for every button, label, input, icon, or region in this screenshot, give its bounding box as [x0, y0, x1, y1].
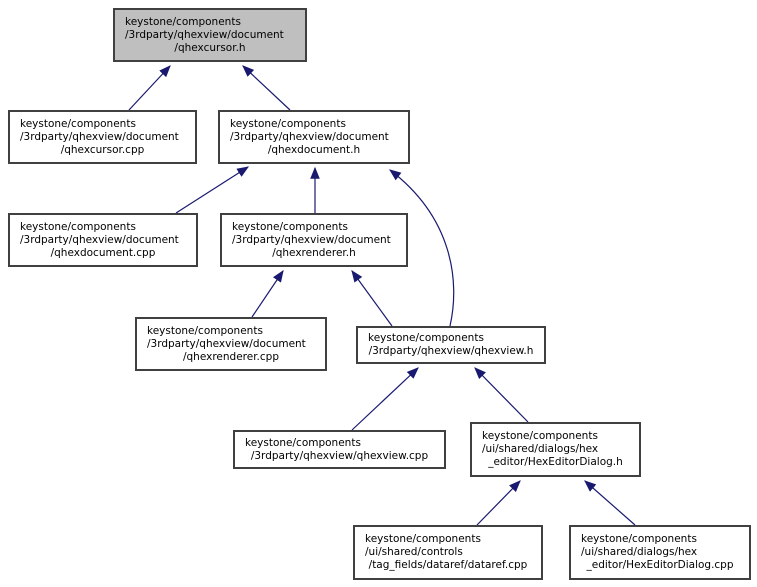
node-label-line: /ui/shared/dialogs/hex: [482, 443, 599, 455]
node-label-line: keystone/components: [482, 430, 598, 442]
node-label-line: /qhexdocument.cpp: [50, 246, 156, 259]
node-label-line: /qhexrenderer.h: [272, 246, 356, 259]
node-label-line: _editor/HexEditorDialog.h: [488, 456, 623, 468]
edge-qhexrenderer-cpp--qhexrenderer-h: [252, 271, 283, 317]
edge-qhexcursor-cpp--qhexcursor-h: [129, 66, 170, 110]
node-hexeditordialog-cpp[interactable]: [569, 525, 751, 580]
node-qhexview-h[interactable]: [356, 326, 546, 364]
node-label-line: /ui/shared/controls: [365, 546, 463, 558]
node-label-line: /3rdparty/qhexview/qhexview.cpp: [250, 449, 429, 462]
node-label-line: /3rdparty/qhexview/document: [125, 28, 284, 41]
node-hexeditordialog-h[interactable]: [470, 422, 641, 477]
node-qhexcursor-h[interactable]: [113, 8, 307, 62]
node-qhexcursor-cpp[interactable]: [8, 110, 197, 164]
node-label-line: /3rdparty/qhexview/document: [20, 233, 179, 246]
node-dataref-cpp[interactable]: [353, 525, 543, 580]
edge-qhexdocument-h--qhexcursor-h: [243, 66, 290, 110]
node-label-line: keystone/components: [125, 15, 241, 28]
node-label-line: keystone/components: [232, 220, 348, 233]
node-label-line: keystone/components: [20, 117, 136, 130]
edge-qhexdocument-cpp--qhexdocument-h: [176, 167, 248, 213]
node-label-line: _editor/HexEditorDialog.cpp: [586, 559, 734, 571]
node-qhexview-cpp[interactable]: [233, 430, 446, 469]
edge-qhexview-h--qhexrenderer-h: [352, 271, 392, 326]
node-label-line: /qhexrenderer.cpp: [182, 350, 279, 363]
node-label-line: keystone/components: [20, 220, 136, 233]
node-label-line: keystone/components: [368, 332, 484, 344]
edge-hexeditordialog-h--qhexview-h: [475, 368, 528, 422]
node-label-line: keystone/components: [581, 533, 697, 545]
node-label-line: /qhexdocument.h: [267, 143, 361, 156]
node-label-line: /3rdparty/qhexview/document: [230, 130, 389, 143]
node-label-line: keystone/components: [230, 117, 346, 130]
node-label-line: /3rdparty/qhexview/document: [20, 130, 179, 143]
edge-dataref-cpp--hexeditordialog-h: [477, 481, 520, 525]
node-label-line: /qhexcursor.h: [174, 41, 246, 54]
node-qhexrenderer-h[interactable]: [220, 213, 408, 267]
edge-qhexview-cpp--qhexview-h: [352, 368, 418, 430]
node-qhexdocument-h[interactable]: [218, 110, 410, 164]
edge-hexeditordialog-cpp--hexeditordialog-h: [585, 481, 635, 525]
node-label-line: /3rdparty/qhexview/document: [147, 337, 306, 350]
node-label-line: keystone/components: [245, 436, 361, 449]
node-label-line: /tag_fields/dataref/dataref.cpp: [368, 559, 528, 571]
node-label-line: /ui/shared/dialogs/hex: [581, 546, 698, 558]
node-label-line: keystone/components: [365, 533, 481, 545]
node-label-line: /qhexcursor.cpp: [60, 143, 145, 156]
node-label-line: keystone/components: [147, 324, 263, 337]
node-label-line: /3rdparty/qhexview/document: [232, 233, 391, 246]
node-qhexrenderer-cpp[interactable]: [135, 317, 327, 371]
node-label-line: /3rdparty/qhexview/qhexview.h: [368, 345, 534, 357]
node-qhexdocument-cpp[interactable]: [8, 213, 198, 267]
